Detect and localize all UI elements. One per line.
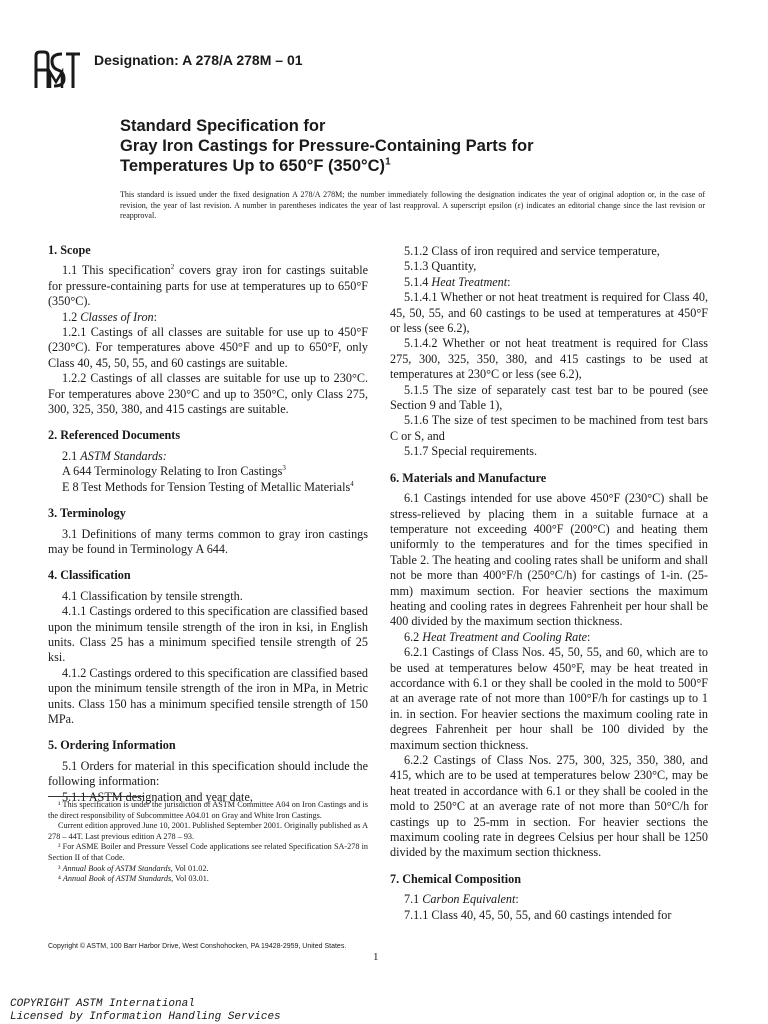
right-column <box>390 244 708 923</box>
paragraph-2-1: 2.1 ASTM Standards: <box>62 448 167 463</box>
paragraph-4-1-1: 4.1.1 Castings ordered to this specification are classified based upon the minimum tensile strength of the iron in ksi, in English units. Class 25 has a minimum specified tensile strength of 25 ksi. <box>48 604 368 665</box>
paragraph-5-1-5: 5.1.5 The size of separately cast test bar to be poured (see Section 9 and Table 1), <box>390 382 708 413</box>
paragraph-6-1: 6.1 Castings intended for use above 450°F (230°C) shall be stress-relieved by placing them in a suitable furnace at a temperature not exceeding 400°F (200°C) and heating them uniformly to the temperatures and for the times specified in Table 2. The heating and cooling rates shall be uniform and shall not be more than 400°F/h (250°C/h) for castings of 1-in. (25-mm) maximum section. For heavier sections the maximum heating and cooling rates in degrees Fahrenheit per hour shall be 400 divided by the maximum section thickness. <box>390 491 708 629</box>
left-column <box>48 243 368 805</box>
paragraph-4-1-2: 4.1.2 Castings ordered to this specification are classified based upon the minimum tensile strength of the iron in MPa, in Metric units. Class 150 has a minimum specified tensile strength of 150 MPa. <box>48 665 368 726</box>
paragraph-1-2-1: 1.2.1 Castings of all classes are suitable for use up to 450°F (230°C). For temperatures above 450°F and up to 650°F, only Class 40, 45, 50, 55, and 60 castings are suitable. <box>48 325 368 370</box>
paragraph-5-1-4-1: 5.1.4.1 Whether or not heat treatment is required for Class 40, 45, 50, 55, and 60 castings to be used at temperatures at 450°F or less (see 6.2), <box>390 290 708 336</box>
paragraph-6-2: 6.2 Heat Treatment and Cooling Rate: <box>404 629 591 644</box>
paragraph-5-1-7: 5.1.7 Special requirements. <box>404 444 538 459</box>
paragraph-7-1-1: 7.1.1 Class 40, 45, 50, 55, and 60 castings intended for <box>404 907 672 922</box>
paragraph-6-2-2: 6.2.2 Castings of Class Nos. 275, 300, 325, 350, 380, and 415, which are to be used at temperatures below 230°C, may be heat treated in accordance with 6.1 or they shall be cooled in the mold to 250°C at an average rate of not more than 50°C/h for castings up to 25-mm in section. For heavier sections the maximum cooling rate in degrees Celsius per hour shall be 1250 divided by the maximum section thickness. <box>390 753 708 860</box>
title-line-3: Temperatures Up to 650°F $(350^\circ C)^1$ <box>120 156 391 175</box>
footnote-1-edition: Current edition approved June 10, 2001. Published September 2001. Originally published as A 278 – 44T. Last previous edition A 278 – 93. <box>48 821 368 841</box>
section-heading-materials-and-manufacture: 6. Materials and Manufacture <box>390 470 547 485</box>
footnote-divider <box>48 796 144 797</box>
title-footnote-mark: 1 <box>385 156 391 168</box>
section-heading-referenced-documents: 2. Referenced Documents <box>48 428 181 443</box>
reference-a644: A 644 Terminology Relating to Iron Castings$^3$ <box>62 464 286 479</box>
paragraph-5-1-4-2: 5.1.4.2 Whether or not heat treatment is required for Class 275, 300, 325, 350, 380, and 415 castings to be used at temperatures at 230°C or less (see 6.2), <box>390 336 708 382</box>
paragraph-5-1-6: 5.1.6 The size of test specimen to be machined from test bars C or S, and <box>390 413 708 443</box>
reference-e8: E 8 Test Methods for Tension Testing of Metallic Materials$^4$ <box>62 479 354 494</box>
paragraph-3-1: 3.1 Definitions of many terms common to gray iron castings may be found in Terminology A 644. <box>48 526 368 556</box>
footnote-2: ² For ASME Boiler and Pressure Vessel Code applications see related Specification SA-278 in Section II of that Code. <box>48 842 368 862</box>
license-stamp: COPYRIGHT ASTM International Licensed by Information Handling Services <box>10 998 281 1023</box>
paragraph-6-2-1: 6.2.1 Castings of Class Nos. 45, 50, 55, and 60, which are to be used at temperatures below 450°F, may be heat treated in accordance with 6.1 or they shall be cooled in the mold to 500°F at an average rate of not more than 100°F/h for castings up to 1 in. in section. For heavier sections the maximum cooling rate in degrees Fahrenheit per hour shall be 100 divided by the maximum section thickness. <box>390 645 708 752</box>
paragraph-5-1: 5.1 Orders for material in this specification should include the following information: <box>48 758 368 789</box>
designation: Designation: A 278/A 278M – 01 <box>94 52 303 68</box>
paragraph-4-1: 4.1 Classification by tensile strength. <box>62 588 243 603</box>
footnote-4: ⁴ Annual Book of ASTM Standards, Vol 03.01. <box>58 874 209 884</box>
copyright-line: Copyright © ASTM, 100 Barr Harbor Drive, West Conshohocken, PA 19428-2959, United States. <box>48 943 347 950</box>
page-number: 1 <box>373 951 379 963</box>
paragraph-5-1-2: 5.1.2 Class of iron required and service temperature, <box>404 244 660 258</box>
section-heading-ordering-information: 5. Ordering Information <box>48 738 176 753</box>
title-line-1: Standard Specification for <box>120 117 326 135</box>
paragraph-1-2: 1.2 Classes of Iron: <box>62 309 158 324</box>
footnotes <box>48 800 368 885</box>
section-heading-terminology: 3. Terminology <box>48 506 126 521</box>
footnote-3: ³ Annual Book of ASTM Standards, Vol 01.02. <box>58 863 209 873</box>
section-heading-scope: 1. Scope <box>48 243 91 257</box>
document-title <box>120 116 680 176</box>
section-heading-chemical-composition: 7. Chemical Composition <box>390 871 522 886</box>
paragraph-5-1-4: 5.1.4 Heat Treatment: <box>404 274 511 289</box>
footnote-1: ¹ This specification is under the jurisdiction of ASTM Committee A04 on Iron Castings and is the direct responsibility of Subcommittee A04.01 on Gray and White Iron Castings. <box>48 800 368 820</box>
paragraph-5-1-3: 5.1.3 Quantity, <box>404 259 477 274</box>
paragraph-1-2-2: 1.2.2 Castings of all classes are suitable for use up to 230°C. For temperatures above 230°C and up to 350°C, only Class 275, 300, 325, 350, 380, and 415 castings are suitable. <box>48 371 368 417</box>
paragraph-7-1: 7.1 Carbon Equivalent: <box>404 892 519 907</box>
paragraph-5-1-1: 5.1.1 ASTM designation and year date, <box>62 789 253 804</box>
paragraph-1-1: 1.1 This specification$^2$ covers gray iron for castings suitable for pressure-containing parts for use at temperatures up to 650°F (350°C). <box>48 263 368 309</box>
section-heading-classification: 4. Classification <box>48 568 131 583</box>
issuance-notice: This standard is issued under the fixed designation A 278/A 278M; the number immediately following the designation indicates the year of original adoption or, in the case of revision, the year of last revision. A number in parentheses indicates the year of last reapproval. A superscript epsilon (ε) indicates an editorial change since the last revision or reapproval. <box>120 190 705 220</box>
title-line-2: Gray Iron Castings for Pressure-Containing Parts for <box>120 137 534 155</box>
astm-logo <box>30 48 86 92</box>
